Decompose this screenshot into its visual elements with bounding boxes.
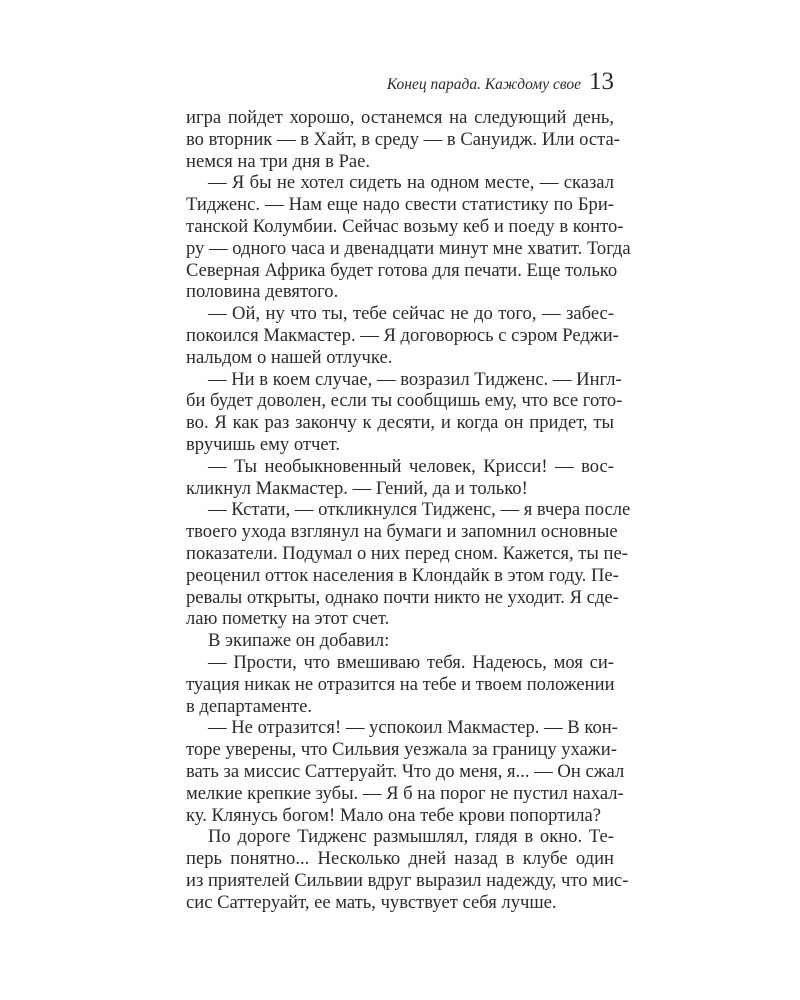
paragraph bbox=[186, 172, 631, 303]
text-line: Северная Африка будет готова для печати. Еще только bbox=[186, 259, 618, 281]
text-line: немся на три дня в Рае. bbox=[186, 150, 371, 172]
text-line: торе уверены, что Сильвия уезжала за границу ухажи- bbox=[186, 739, 617, 761]
text-line: — Я бы не хотел сидеть на одном месте, — сказал bbox=[208, 172, 614, 194]
paragraph bbox=[186, 826, 629, 913]
paragraph bbox=[186, 368, 623, 456]
text-line: реоценил отток населения в Клондайк в этом году. Пе- bbox=[186, 564, 619, 586]
text-line: лаю пометку на этот счет. bbox=[186, 608, 390, 630]
text-line: туация никак не отразится на тебе и твоем положении bbox=[186, 673, 615, 695]
text-line: Тидженс. — Нам еще надо свести статистику по Бри- bbox=[186, 194, 614, 216]
text-line: — Ни в коем случае, — возразил Тидженс. — Ингл- bbox=[208, 368, 622, 390]
text-line: — Ты необыкновенный человек, Крисси! — вос- bbox=[208, 455, 614, 477]
text-line: нальдом о нашей отлучке. bbox=[186, 346, 393, 368]
text-line: ку. Клянусь богом! Мало она тебе крови попортила? bbox=[186, 804, 602, 826]
text-line: вручишь ему отчет. bbox=[186, 433, 340, 455]
text-line: покоился Макмастер. — Я договорюсь с сэром Реджи- bbox=[186, 324, 619, 346]
body-text bbox=[186, 107, 631, 913]
text-line: из приятелей Сильвии вдруг выразил надежду, что мис- bbox=[186, 869, 629, 891]
text-line: кликнул Макмастер. — Гений, да и только! bbox=[186, 477, 528, 499]
paragraph bbox=[186, 499, 631, 630]
text-line: показатели. Подумал о них перед сном. Кажется, ты пе- bbox=[186, 542, 628, 564]
text-line: в департаменте. bbox=[186, 695, 312, 717]
text-line: ревалы открыты, однако почти никто не уходит. Я сде- bbox=[186, 586, 619, 608]
text-line: По дороге Тидженс размышлял, глядя в окно. Те- bbox=[208, 826, 614, 848]
paragraph bbox=[186, 303, 619, 368]
running-title: Конец парада. Каждому свое bbox=[386, 76, 581, 93]
paragraph bbox=[186, 652, 614, 717]
paragraph bbox=[186, 456, 614, 500]
text-line: — Кстати, — откликнулся Тидженс, — я вчера после bbox=[208, 499, 631, 521]
text-line: твоего ухода взглянул на бумаги и запомнил основные bbox=[186, 521, 618, 543]
text-line: В экипаже он добавил: bbox=[208, 630, 390, 652]
text-line: перь понятно... Несколько дней назад в клубе один bbox=[186, 848, 614, 870]
text-line: во. Я как раз закончу к десяти, и когда он придет, ты bbox=[186, 412, 614, 434]
running-header bbox=[186, 68, 614, 102]
text-line: вать за миссис Саттеруайт. Что до меня, я... — Он сжал bbox=[186, 760, 625, 782]
text-line: — Прости, что вмешиваю тебя. Надеюсь, моя си- bbox=[208, 651, 614, 673]
text-line: половина девятого. bbox=[186, 281, 339, 303]
text-line: игра пойдет хорошо, останемся на следующий день, bbox=[186, 107, 614, 128]
text-line: танской Колумбии. Сейчас возьму кеб и поеду в конто- bbox=[186, 215, 624, 237]
text-line: во вторник — в Хайт, в среду — в Сануидж. Или оста- bbox=[186, 128, 620, 150]
text-line: ру — одного часа и двенадцати минут мне хватит. Тогда bbox=[186, 237, 631, 259]
page-number: 13 bbox=[589, 68, 614, 95]
text-line: сис Саттеруайт, ее мать, чувствует себя лучше. bbox=[186, 891, 557, 913]
paragraph bbox=[186, 630, 614, 652]
text-line: — Ой, ну что ты, тебе сейчас не до того, — забес- bbox=[208, 303, 614, 325]
text-line: мелкие крепкие зубы. — Я б на порог не пустил нахал- bbox=[186, 782, 624, 804]
paragraph bbox=[186, 107, 620, 172]
paragraph bbox=[186, 717, 625, 826]
text-line: — Не отразится! — успокоил Макмастер. — В кон- bbox=[208, 717, 618, 739]
text-line: би будет доволен, если ты сообщишь ему, что все гото- bbox=[186, 390, 623, 412]
